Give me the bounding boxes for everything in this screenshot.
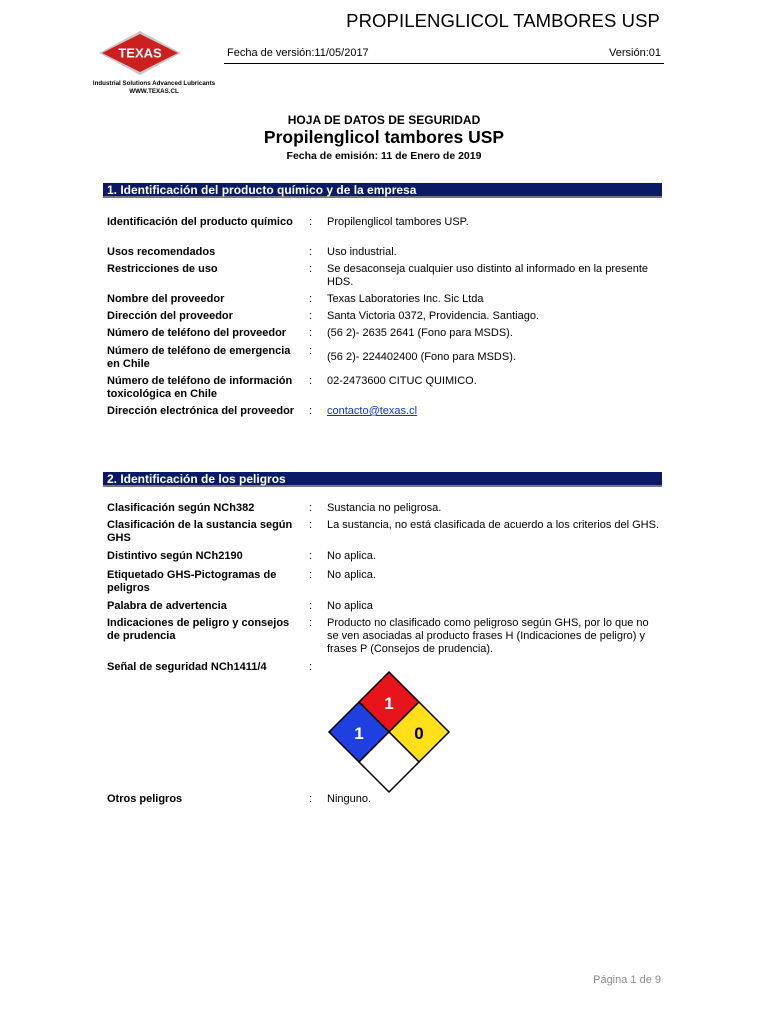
version-date: Fecha de versión:11/05/2017 — [227, 47, 369, 59]
row-separator: : — [309, 405, 313, 417]
row-separator: : — [309, 293, 313, 305]
row-separator: : — [309, 617, 313, 629]
row-separator: : — [309, 661, 313, 673]
row-value: Santa Victoria 0372, Providencia. Santiago. — [327, 310, 539, 322]
logo-tagline — [84, 80, 224, 96]
row-label: Clasificación de la sustancia según GHS — [107, 519, 293, 544]
row-label: Restricciones de uso — [107, 263, 218, 275]
version-number: Versión:01 — [609, 47, 661, 59]
row-separator: : — [309, 793, 313, 805]
product-name: Propilenglicol tambores USP — [263, 127, 505, 147]
section-2-header: 2. Identificación de los peligros — [103, 472, 662, 487]
nfpa-reactivity-value: 0 — [414, 724, 424, 743]
logo-tagline-text: Industrial Solutions Advanced Lubricants — [92, 80, 216, 87]
row-separator: : — [309, 519, 313, 531]
row-separator: : — [309, 216, 313, 228]
row-label: Número de teléfono de emergencia en Chile — [107, 345, 291, 370]
row-label: Identificación del producto químico — [107, 216, 293, 228]
logo-url: WWW.TEXAS.CL — [129, 88, 179, 95]
row-separator: : — [309, 569, 313, 581]
row-label: Dirección del proveedor — [107, 310, 233, 322]
row-label: Señal de seguridad NCh1411/4 — [107, 661, 267, 673]
page-number: Página 1 de 9 — [593, 974, 661, 986]
emission-date: Fecha de emisión: 11 de Enero de 2019 — [286, 150, 482, 162]
row-label: Número de teléfono de información toxicológica en Chile — [107, 375, 293, 400]
row-value: Propilenglicol tambores USP. — [327, 216, 469, 228]
row-value: No aplica — [327, 600, 373, 612]
row-label: Otros peligros — [107, 793, 183, 805]
row-value-container — [327, 405, 662, 418]
row-value: Texas Laboratories Inc. Sic Ltda — [327, 293, 484, 305]
row-separator: : — [309, 375, 313, 387]
row-label: Clasificación según NCh382 — [107, 502, 255, 514]
row-value: (56 2)- 224402400 (Fono para MSDS). — [327, 351, 516, 363]
nfpa-flammability-value: 1 — [384, 694, 394, 713]
section-1-header: 1. Identificación del producto químico y de la empresa — [103, 183, 662, 198]
row-separator: : — [309, 327, 313, 339]
row-value: No aplica. — [327, 550, 376, 562]
row-label: Indicaciones de peligro y consejos de prudencia — [107, 617, 290, 642]
logo-text: TEXAS — [118, 45, 162, 61]
row-value: Sustancia no peligrosa. — [327, 502, 442, 514]
row-separator: : — [309, 310, 313, 322]
row-value: La sustancia, no está clasificada de acuerdo a los criterios del GHS. — [327, 519, 660, 531]
row-separator: : — [309, 263, 313, 275]
row-value: Producto no clasificado como peligroso según GHS, por lo que no se ven asociadas al producto frases H (Indicaciones de peligro) y frases P (Consejos de prudencia). — [327, 617, 649, 655]
row-value: Ninguno. — [327, 793, 372, 805]
row-label: Etiquetado GHS-Pictogramas de peligros — [107, 569, 277, 594]
row-label: Palabra de advertencia — [107, 600, 227, 612]
row-value: 02-2473600 CITUC QUIMICO. — [327, 375, 477, 387]
row-label: Usos recomendados — [107, 246, 216, 258]
supplier-email-link[interactable]: contacto@texas.cl — [327, 405, 418, 417]
row-value: No aplica. — [327, 569, 376, 581]
row-value: Se desaconseja cualquier uso distinto al informado en la presente HDS. — [327, 263, 649, 288]
nfpa-health-value: 1 — [354, 724, 364, 743]
row-value: Uso industrial. — [327, 246, 397, 258]
row-value: (56 2)- 2635 2641 (Fono para MSDS). — [327, 327, 513, 339]
row-label: Nombre del proveedor — [107, 293, 225, 305]
row-separator: : — [309, 600, 313, 612]
header-rule — [224, 63, 664, 64]
row-label: Número de teléfono del proveedor — [107, 327, 287, 339]
row-separator: : — [309, 246, 313, 258]
document-title: PROPILENGLICOL TAMBORES USP — [346, 10, 660, 31]
row-label: Dirección electrónica del proveedor — [107, 405, 295, 417]
sheet-heading: HOJA DE DATOS DE SEGURIDAD — [287, 113, 481, 127]
nfpa-diamond-icon — [326, 670, 452, 796]
row-separator: : — [309, 502, 313, 514]
row-separator: : — [309, 550, 313, 562]
row-separator: : — [309, 345, 313, 357]
row-label: Distintivo según NCh2190 — [107, 550, 243, 562]
texas-logo — [98, 30, 182, 76]
